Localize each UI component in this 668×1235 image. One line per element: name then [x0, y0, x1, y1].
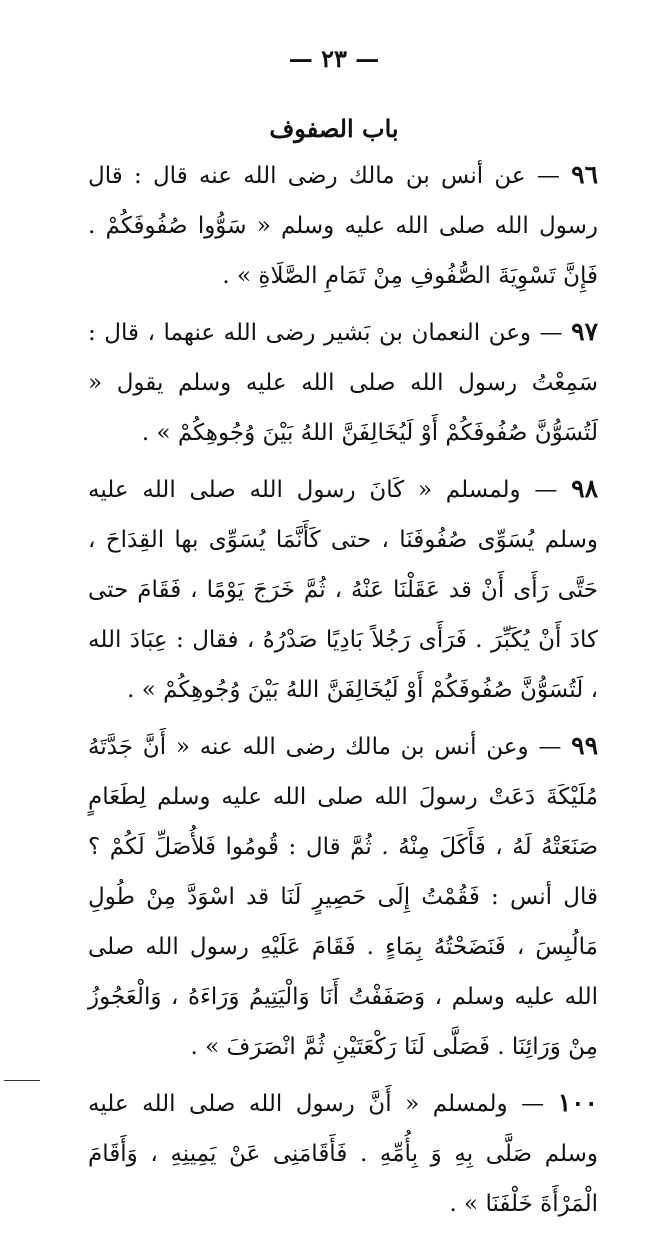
page-number: — ٢٣ —: [288, 44, 380, 73]
hadith-99: [88, 721, 598, 1072]
hadith-text: — وعن أنس بن مالك رضى الله عنه « أَنَّ جَدَّتَهُ مُلَيْكَةَ دَعَتْ رسولَ الله صلى الله عليه وسلم لِطَعَامٍ صَنَعَتْهُ لَهُ ، فَأَكَلَ مِنْهُ . ثُمَّ قال : قُومُوا فَلأُصَلِّ لَكُمْ ؟ قال أنس : فَقُمْتُ إِلَى حَصِيرٍ لَنَا قد اسْوَدَّ مِنْ طُولِ مَالُبِسَ ، فَنَضَحْتُهُ بِمَاءٍ . فَقَامَ عَلَيْهِ رسول الله صلى الله عليه وسلم ، وَصَفَفْتُ أَنَا وَالْيَتِيمُ وَرَاءَهُ ، وَالْعَجُوزُ مِنْ وَرَائِنَا . فَصَلَّى لَنَا رَكْعَتَيْنِ ثُمَّ انْصَرَفَ » .: [88, 734, 598, 1060]
hadith-98: [88, 464, 598, 715]
hadith-text: — عن أنس بن مالك رضى الله عنه قال : قال رسول الله صلى الله عليه وسلم « سَوُّوا صُفُوفَكُمْ . فَإِنَّ تَسْوِيَةَ الصُّفُوفِ مِنْ تَمَامِ الصَّلَاةِ » .: [88, 163, 598, 289]
footer-rule: [4, 1080, 40, 1081]
chapter-title: باب الصفوف: [269, 114, 399, 143]
hadith-number: ٩٦: [571, 160, 598, 189]
hadith-number: ٩٨: [571, 474, 599, 503]
hadith-number: ١٠٠: [557, 1088, 598, 1117]
hadith-100: [88, 1078, 598, 1229]
hadith-97: [88, 307, 598, 458]
hadith-text: — ولمسلم « كَانَ رسول الله صلى الله عليه وسلم يُسَوِّى صُفُوفَنَا ، حتى كَأَنَّمَا يُسَوِّى بها القِدَاحَ ، حَتَّى رَأَى أَنْ قد عَقَلْنَا عَنْهُ ، ثُمَّ خَرَجَ يَوْمًا ، فَقَامَ حتى كادَ أَنْ يُكَبِّرَ . فَرَأَى رَجُلاً بَادِيًا صَدْرُهُ ، فقال : عِبَادَ الله ، لَتُسَوُّنَّ صُفُوفَكُمْ أَوْ لَيُخَالِفَنَّ اللهُ بَيْنَ وُجُوهِكُمْ » .: [88, 477, 598, 703]
hadith-text: — ولمسلم « أَنَّ رسول الله صلى الله عليه وسلم صَلَّى بِهِ وَ بِأُمِّهِ . فَأَقَامَنِى عَنْ يَمِينِهِ ، وَأَقَامَ الْمَرْأَةَ خَلْفَنَا » .: [88, 1091, 598, 1217]
hadith-number: ٩٩: [571, 731, 598, 760]
hadith-text: — وعن النعمان بن بَشير رضى الله عنهما ، قال : سَمِعْتُ رسول الله صلى الله عليه وسلم يقول « لَتُسَوُّنَّ صُفُوفَكُمْ أَوْ لَيُخَالِفَنَّ اللهُ بَيْنَ وُجُوهِكُمْ » .: [88, 320, 598, 446]
hadith-list: [88, 150, 598, 1235]
hadith-number: ٩٧: [571, 317, 598, 346]
hadith-96: [88, 150, 598, 301]
